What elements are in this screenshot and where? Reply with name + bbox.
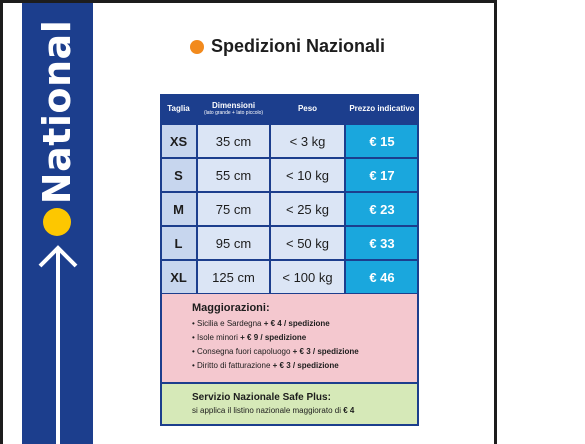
frame-left (0, 0, 3, 444)
page-title: Spedizioni Nazionali (211, 36, 386, 56)
orange-dot-icon (190, 40, 204, 54)
surcharge-amount: + € 9 / spedizione (240, 333, 307, 342)
surcharge-item (192, 345, 419, 359)
band-title: National (35, 19, 79, 205)
table-cell-dim: 125 cm (197, 260, 270, 294)
column-header-label: Prezzo indicativo (349, 103, 415, 113)
column-divider (344, 124, 346, 294)
row-divider (160, 259, 419, 261)
row-divider (160, 123, 419, 125)
surcharge-amount: + € 4 / spedizione (263, 319, 330, 328)
safe-plus-amount: € 4 (343, 406, 355, 415)
table-cell-dim: 75 cm (197, 192, 270, 226)
column-header-label: Taglia (167, 103, 190, 113)
surcharge-text: • Diritto di fatturazione (192, 361, 273, 370)
safe-plus-desc: si applica il listino nazionale maggiorato di (192, 406, 344, 415)
arrow-up-icon (36, 244, 80, 444)
table-cell-size: M (160, 192, 197, 226)
surcharge-item (192, 359, 419, 373)
row-divider (160, 157, 419, 159)
surcharge-text: • Isole minori (192, 333, 241, 342)
table-border-right (417, 94, 419, 426)
table-cell-weight: < 10 kg (270, 158, 345, 192)
column-divider (269, 124, 271, 294)
frame-right (494, 0, 497, 444)
table-cell-size: XS (160, 124, 197, 158)
section-header (190, 36, 385, 57)
table-cell-size: L (160, 226, 197, 260)
row-divider (160, 225, 419, 227)
surcharge-text: • Consegna fuori capoluogo (192, 347, 293, 356)
surcharge-amount: + € 3 / spedizione (292, 347, 359, 356)
column-header-sub: (lato grande + lato piccolo) (203, 109, 264, 116)
surcharge-item (192, 331, 419, 345)
table-cell-price: € 23 (345, 192, 419, 226)
surcharge-amount: + € 3 / spedizione (272, 361, 339, 370)
table-cell-size: S (160, 158, 197, 192)
column-header (270, 94, 345, 124)
safe-plus-box (160, 382, 419, 426)
table-cell-weight: < 50 kg (270, 226, 345, 260)
table-cell-weight: < 100 kg (270, 260, 345, 294)
surcharges-title: Maggiorazioni: (192, 302, 270, 314)
safe-plus-title: Servizio Nazionale Safe Plus: (192, 392, 331, 403)
table-cell-dim: 35 cm (197, 124, 270, 158)
table-cell-size: XL (160, 260, 197, 294)
column-divider (196, 124, 198, 294)
surcharge-text: • Sicilia e Sardegna (192, 319, 264, 328)
column-header (197, 94, 270, 124)
table-cell-price: € 46 (345, 260, 419, 294)
table-cell-weight: < 25 kg (270, 192, 345, 226)
table-cell-price: € 15 (345, 124, 419, 158)
surcharge-item (192, 317, 419, 331)
table-cell-price: € 17 (345, 158, 419, 192)
table-border-left (160, 94, 162, 426)
table-cell-dim: 55 cm (197, 158, 270, 192)
row-divider (160, 191, 419, 193)
table-cell-dim: 95 cm (197, 226, 270, 260)
column-header-label: Dimensioni (211, 100, 256, 110)
table-cell-weight: < 3 kg (270, 124, 345, 158)
column-header-label: Peso (297, 103, 318, 113)
yellow-dot-icon (43, 208, 71, 236)
column-header (345, 94, 419, 124)
safe-plus-text (192, 406, 419, 415)
surcharges-box (160, 294, 419, 382)
table-cell-price: € 33 (345, 226, 419, 260)
column-header (160, 94, 197, 124)
